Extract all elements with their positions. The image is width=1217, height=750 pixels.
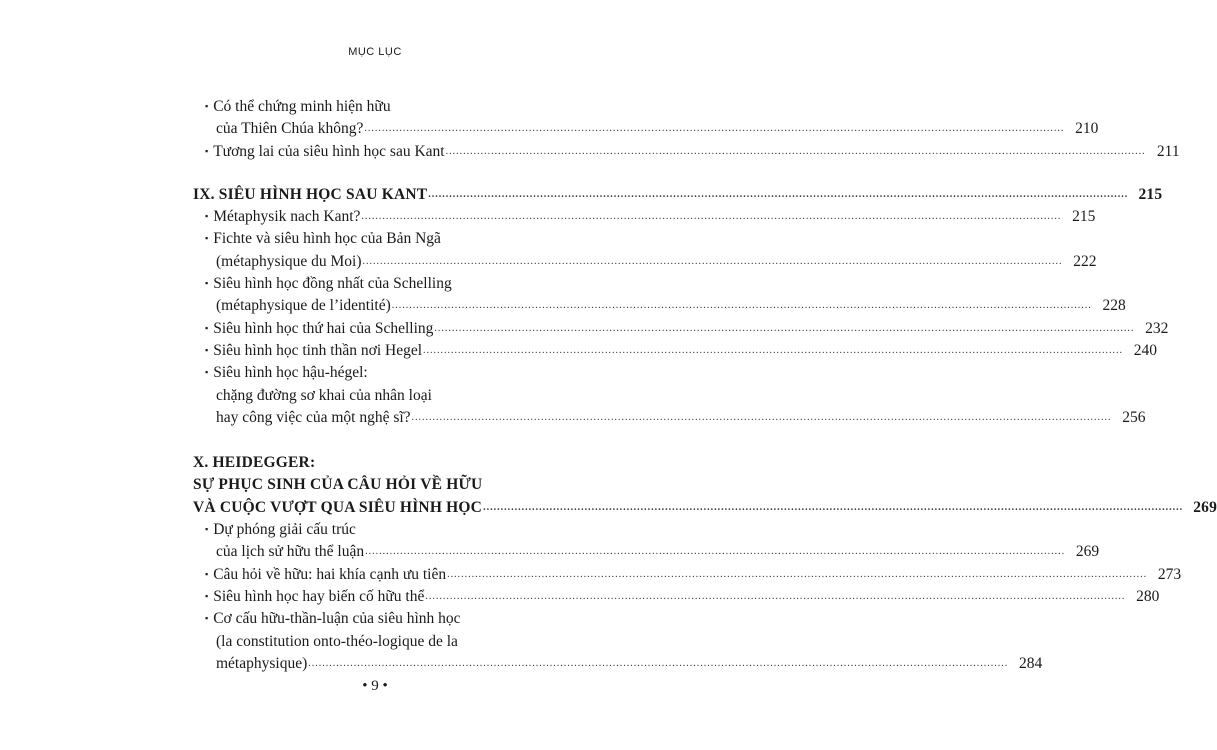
toc-entry[interactable] xyxy=(193,206,1096,228)
toc-entry-title: ▪ Siêu hình học hay biến cố hữu thể xyxy=(205,586,424,608)
toc-entry-title: ▪ Dự phóng giải cấu trúc xyxy=(205,519,356,541)
toc-page-number: 273 xyxy=(1157,565,1182,583)
toc-entry-title: ▪ Cơ cấu hữu-thần-luận của siêu hình học xyxy=(205,608,461,630)
dot-leader: ........................................................................................................................................................................................................ xyxy=(423,344,1124,356)
toc-line xyxy=(193,519,550,541)
spacer xyxy=(193,163,550,184)
toc-page-number: 215 xyxy=(1072,208,1096,226)
toc-page-number: 215 xyxy=(1138,185,1163,203)
toc-line xyxy=(193,362,550,384)
toc-entry-title: (métaphysique de l’identité) xyxy=(216,297,391,315)
toc-entry[interactable] xyxy=(193,96,1099,141)
toc-line xyxy=(193,228,550,250)
toc-page-number: 269 xyxy=(1193,498,1217,516)
table-of-contents xyxy=(193,96,1217,675)
running-head: MỤC LỤC xyxy=(348,46,402,58)
toc-line xyxy=(193,564,1182,586)
toc-entry-title: ▪ Métaphysik nach Kant? xyxy=(205,206,360,228)
toc-entry[interactable] xyxy=(193,362,1146,429)
toc-entry-title: ▪ Siêu hình học đồng nhất của Schelling xyxy=(205,273,452,295)
toc-line xyxy=(193,653,1043,675)
toc-page-number: 211 xyxy=(1156,142,1180,160)
toc-line xyxy=(193,541,1100,563)
toc-entry-title: ▪ Câu hỏi về hữu: hai khía cạnh ưu tiên xyxy=(205,564,446,586)
toc-entry-title: ▪ Siêu hình học thứ hai của Schelling xyxy=(205,318,433,340)
toc-line xyxy=(193,206,1096,228)
toc-entry[interactable] xyxy=(193,228,1097,273)
toc-line xyxy=(193,318,1169,340)
toc-entry[interactable] xyxy=(193,519,1100,564)
toc-entry[interactable] xyxy=(193,564,1182,586)
toc-entry-title: ▪ Fichte và siêu hình học của Bản Ngã xyxy=(205,228,441,250)
toc-page-number: 280 xyxy=(1136,587,1160,605)
toc-entry-title: ▪ Tương lai của siêu hình học sau Kant xyxy=(205,141,445,163)
toc-entry-title: ▪ Siêu hình học tinh thần nơi Hegel xyxy=(205,340,422,362)
dot-leader: ........................................................................................................................................................................................................ xyxy=(364,123,1065,135)
toc-line xyxy=(193,407,1146,429)
toc-line xyxy=(193,497,1217,519)
toc-entry-title: ▪ Siêu hình học hậu-hégel: xyxy=(205,362,368,384)
toc-page-number: 240 xyxy=(1133,341,1158,359)
dot-leader: ........................................................................................................................................................................................................ xyxy=(425,590,1126,602)
toc-line xyxy=(193,251,1097,273)
toc-entry[interactable] xyxy=(193,318,1169,340)
toc-line xyxy=(193,295,1126,317)
dot-leader: ........................................................................................................................................................................................................ xyxy=(411,411,1112,423)
toc-entry[interactable] xyxy=(193,586,1160,608)
dot-leader: ........................................................................................................................................................................................................ xyxy=(428,188,1129,200)
dot-leader: ........................................................................................................................................................................................................ xyxy=(447,568,1148,580)
toc-page-number: 284 xyxy=(1019,654,1043,672)
toc-page-number: 210 xyxy=(1075,120,1099,138)
toc-entry-title: X. HEIDEGGER: xyxy=(193,454,316,472)
toc-line xyxy=(193,141,1180,163)
spacer xyxy=(193,429,550,452)
toc-entry-title: chặng đường sơ khai của nhân loại xyxy=(216,386,432,404)
toc-chapter-heading[interactable] xyxy=(193,184,1163,206)
toc-entry-title: (la constitution onto-théo-logique de la xyxy=(216,632,458,650)
toc-entry-title: IX. SIÊU HÌNH HỌC SAU KANT xyxy=(193,185,428,203)
toc-line xyxy=(193,608,550,630)
toc-page-number: 232 xyxy=(1145,319,1169,337)
toc-line xyxy=(193,96,550,118)
toc-chapter-heading[interactable] xyxy=(193,452,1217,519)
toc-line xyxy=(193,273,550,295)
toc-line xyxy=(193,118,1099,140)
dot-leader: ........................................................................................................................................................................................................ xyxy=(365,546,1066,558)
dot-leader: ........................................................................................................................................................................................................ xyxy=(434,322,1135,334)
toc-entry[interactable] xyxy=(193,608,1043,675)
dot-leader: ........................................................................................................................................................................................................ xyxy=(361,211,1062,223)
dot-leader: ........................................................................................................................................................................................................ xyxy=(391,300,1092,312)
toc-line xyxy=(193,184,1163,206)
toc-entry-title: của lịch sử hữu thể luận xyxy=(216,543,365,561)
toc-entry-title: métaphysique) xyxy=(216,654,308,672)
toc-entry-title: VÀ CUỘC VƯỢT QUA SIÊU HÌNH HỌC xyxy=(193,498,483,516)
toc-entry-title: của Thiên Chúa không? xyxy=(216,120,364,138)
toc-line xyxy=(193,385,550,407)
dot-leader: ........................................................................................................................................................................................................ xyxy=(445,145,1146,157)
toc-line xyxy=(193,631,550,653)
dot-leader: ........................................................................................................................................................................................................ xyxy=(308,657,1009,669)
toc-page-number: 222 xyxy=(1073,252,1097,270)
toc-entry-title: SỰ PHỤC SINH CỦA CÂU HỎI VỀ HỮU xyxy=(193,476,483,494)
toc-line xyxy=(193,474,550,496)
toc-page-number: 256 xyxy=(1122,408,1146,426)
toc-entry-title: hay công việc của một nghệ sĩ? xyxy=(216,408,411,426)
toc-entry-title: ▪ Có thể chứng minh hiện hữu xyxy=(205,96,391,118)
toc-line xyxy=(193,452,550,474)
toc-entry[interactable] xyxy=(193,340,1158,362)
dot-leader: ........................................................................................................................................................................................................ xyxy=(362,255,1063,267)
toc-page-number: 269 xyxy=(1075,543,1100,561)
dot-leader: ........................................................................................................................................................................................................ xyxy=(483,501,1184,513)
toc-entry-title: (métaphysique du Moi) xyxy=(216,252,362,270)
toc-page-number: 228 xyxy=(1102,297,1126,315)
toc-line xyxy=(193,586,1160,608)
toc-line xyxy=(193,340,1158,362)
toc-entry[interactable] xyxy=(193,141,1180,163)
page-number: • 9 • xyxy=(362,678,388,694)
toc-entry[interactable] xyxy=(193,273,1126,318)
